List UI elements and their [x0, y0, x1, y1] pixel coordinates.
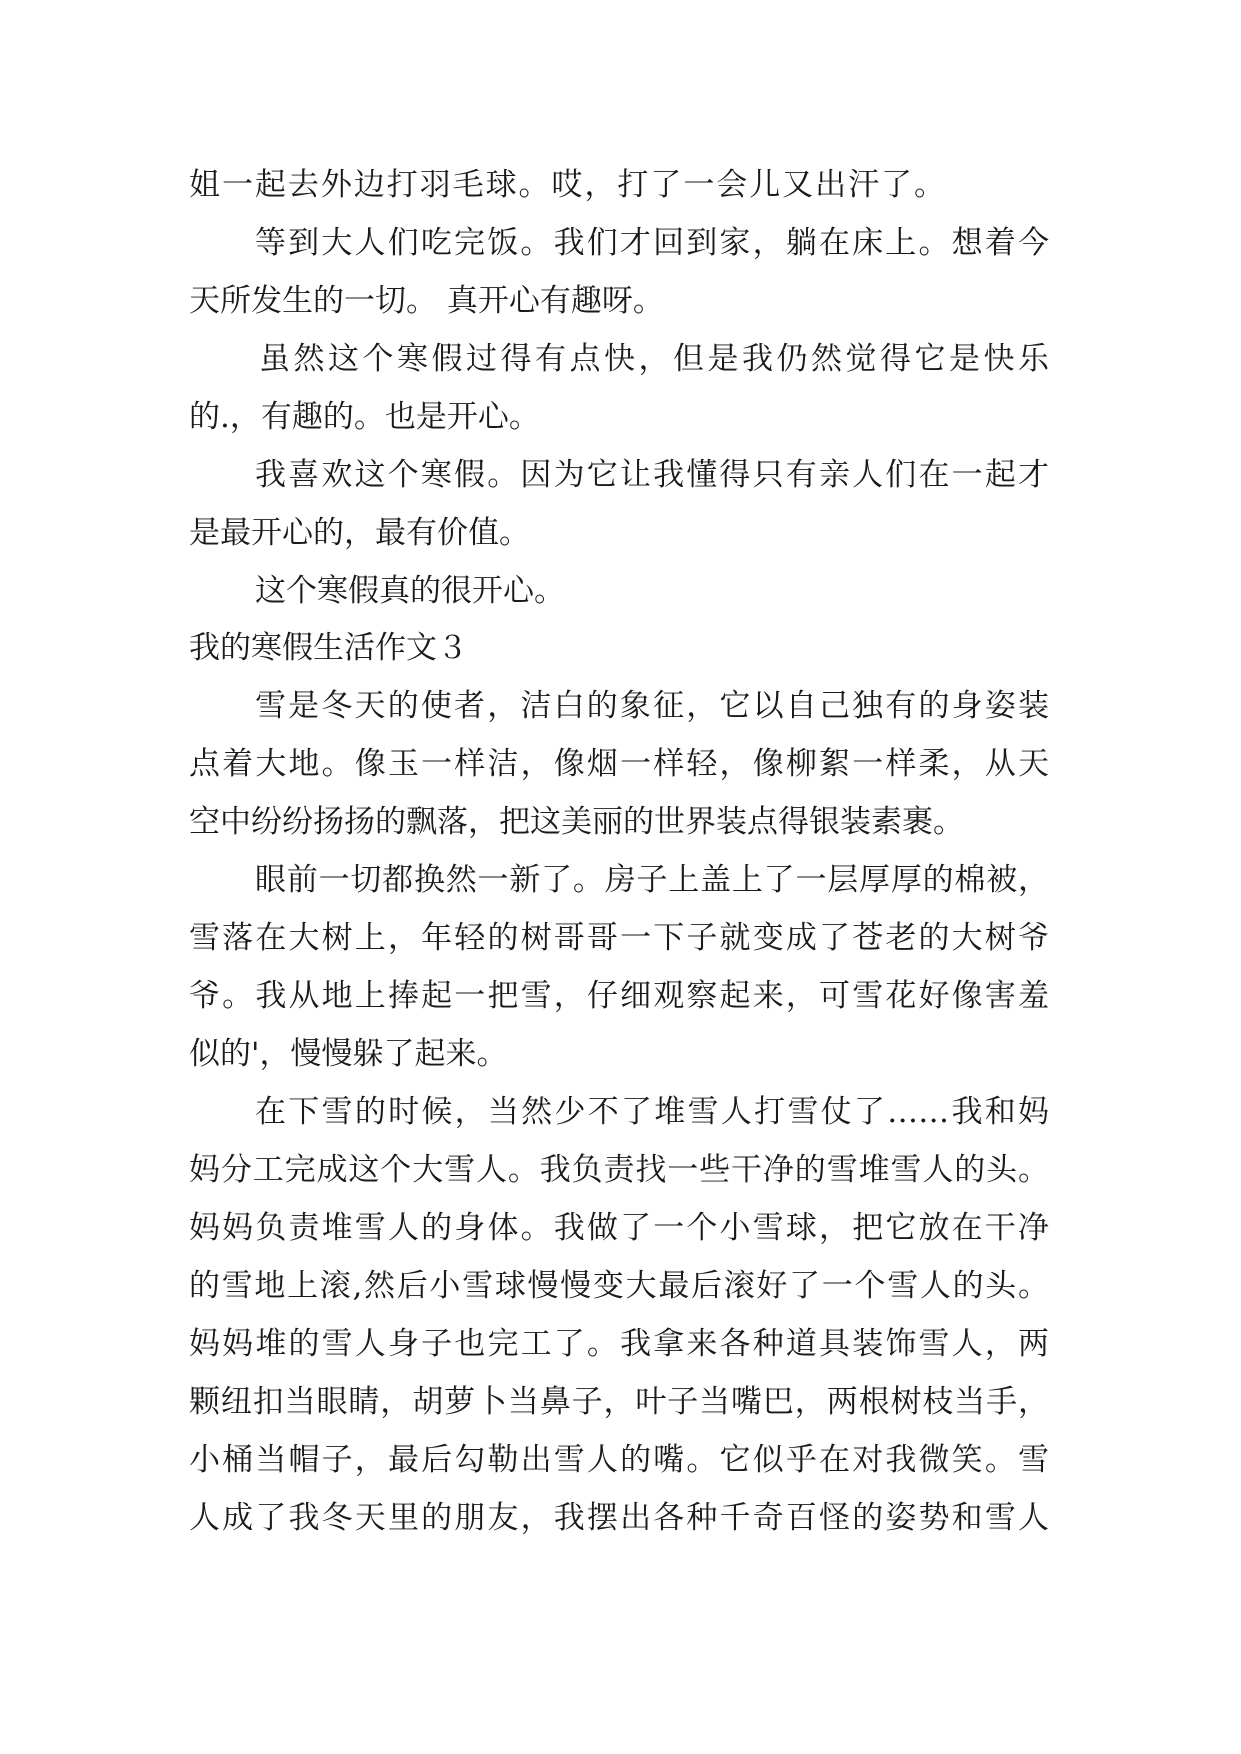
text-line [0, 509, 1241, 557]
line-text: 是最开心的，最有价值。 [189, 515, 530, 551]
line-text: 妈妈负责堆雪人的身体。我做了一个小雪球，把它放在干净 [189, 1210, 1049, 1246]
text-line [0, 1436, 1241, 1484]
line-text: 我喜欢这个寒假。因为它让我懂得只有亲人们在一起才 [255, 457, 1049, 493]
section-heading [0, 624, 1241, 672]
line-text: 空中纷纷扬扬的飘落，把这美丽的世界装点得银装素裹。 [189, 804, 964, 840]
line-text: 点着大地。像玉一样洁，像烟一样轻，像柳絮一样柔，从天 [189, 746, 1049, 782]
line-text: 颗纽扣当眼睛，胡萝卜当鼻子，叶子当嘴巴，两根树枝当手， [189, 1384, 1049, 1420]
text-line [0, 972, 1241, 1020]
line-text: 虽然这个寒假过得有点快，但是我仍然觉得它是快乐 [259, 341, 1049, 377]
text-line [0, 451, 1241, 499]
text-line [0, 219, 1241, 267]
line-text: 眼前一切都换然一新了。房子上盖上了一层厚厚的棉被， [255, 862, 1049, 898]
line-text: 人成了我冬天里的朋友，我摆出各种千奇百怪的姿势和雪人 [189, 1500, 1049, 1536]
text-line [0, 277, 1241, 325]
line-text: 雪是冬天的使者，洁白的象征，它以自己独有的身姿装 [255, 688, 1049, 724]
line-text: 等到大人们吃完饭。我们才回到家，躺在床上。想着今 [255, 225, 1049, 261]
text-line [0, 682, 1241, 730]
text-line [0, 1030, 1241, 1078]
line-text: 雪落在大树上，年轻的树哥哥一下子就变成了苍老的大树爷 [189, 920, 1049, 956]
text-line [0, 567, 1241, 615]
text-line [0, 1146, 1241, 1194]
text-line [0, 1262, 1241, 1310]
text-line [0, 1494, 1241, 1542]
line-text: 的.，有趣的。也是开心。 [189, 399, 540, 435]
line-text: 妈妈堆的雪人身子也完工了。我拿来各种道具装饰雪人，两 [189, 1326, 1049, 1362]
line-text: 在下雪的时候，当然少不了堆雪人打雪仗了……我和妈 [255, 1094, 1049, 1130]
line-text: 似的'，慢慢躲了起来。 [189, 1036, 508, 1072]
text-line [0, 1378, 1241, 1426]
line-text: 爷。我从地上捧起一把雪，仔细观察起来，可雪花好像害羞 [189, 978, 1049, 1014]
heading-text: 我的寒假生活作文３ [189, 630, 468, 666]
text-line [0, 1088, 1241, 1136]
line-text: 天所发生的一切。 真开心有趣呀。 [189, 283, 664, 319]
line-text: 姐一起去外边打羽毛球。哎，打了一会儿又出汗了。 [189, 167, 945, 203]
text-line [0, 740, 1241, 788]
text-line [0, 914, 1241, 962]
text-line [0, 798, 1241, 846]
text-line [0, 1204, 1241, 1252]
text-line [0, 335, 1241, 383]
line-text: 的雪地上滚,然后小雪球慢慢变大最后滚好了一个雪人的头。 [189, 1268, 1049, 1304]
text-line [0, 393, 1241, 441]
text-line [0, 856, 1241, 904]
line-text: 妈分工完成这个大雪人。我负责找一些干净的雪堆雪人的头。 [189, 1152, 1049, 1188]
text-line [0, 1320, 1241, 1368]
line-text: 小桶当帽子，最后勾勒出雪人的嘴。它似乎在对我微笑。雪 [189, 1442, 1049, 1478]
line-text: 这个寒假真的很开心。 [255, 573, 565, 609]
text-line [0, 161, 1241, 209]
